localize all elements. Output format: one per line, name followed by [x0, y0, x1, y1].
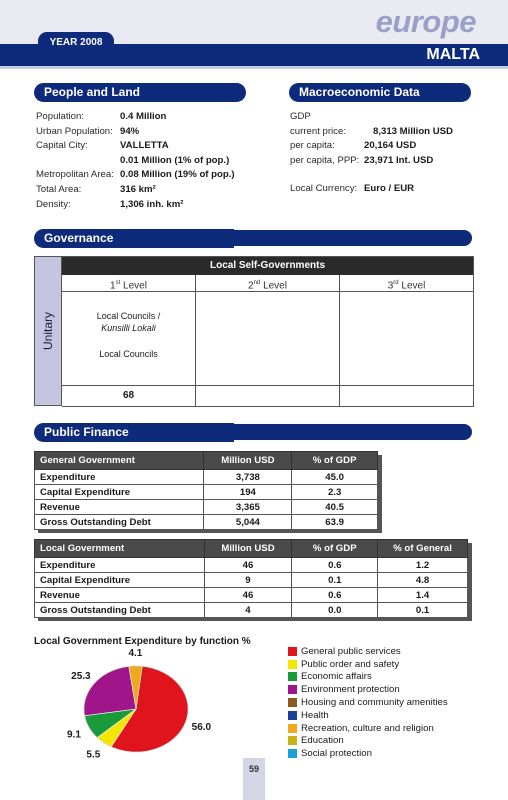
unitary-text: Unitary [41, 311, 55, 351]
table-cell: 45.0 [292, 470, 378, 485]
legend-label: Economic affairs [301, 671, 372, 683]
people-land-label: Density: [36, 198, 71, 210]
level-sup: nd [253, 280, 261, 286]
people-land-value: 0.01 Million (1% of pop.) [120, 154, 230, 166]
chart-title: Local Government Expenditure by function % [34, 636, 251, 647]
pie-data-label: 5.5 [86, 749, 101, 761]
table-cell: 1.2 [378, 558, 468, 573]
table-cell: Revenue [35, 500, 204, 515]
pie-data-label: 56.0 [191, 722, 212, 734]
table-cell: 4 [204, 603, 292, 618]
people-land-value: VALLETTA [120, 140, 169, 152]
legend-item [288, 735, 448, 748]
level-sup: st [115, 280, 121, 286]
local-header-cell: Local Government [35, 540, 205, 558]
legend-item [288, 747, 448, 760]
macro-label: per capita, PPP: [290, 154, 360, 166]
section-governance: Governance [34, 229, 234, 248]
legend-label: Education [301, 735, 344, 747]
macro-label: current price: [290, 125, 346, 137]
section-people-and-land: People and Land [34, 83, 246, 102]
macro-value: 23,971 Int. USD [364, 154, 434, 166]
table-cell: 194 [204, 485, 292, 500]
legend-label: Health [301, 709, 329, 721]
legend-swatch [288, 672, 297, 681]
table-cell: 0.6 [292, 558, 378, 573]
table-cell: Capital Expenditure [35, 485, 204, 500]
local-header-cell: % of GDP [292, 540, 378, 558]
table-cell: 0.1 [292, 573, 378, 588]
table-cell: Revenue [35, 588, 205, 603]
level-num: 3 [387, 280, 394, 292]
people-land-value: 1,306 inh. km² [120, 198, 184, 210]
gdp-label: GDP [290, 111, 311, 122]
country-name: MALTA [426, 46, 480, 63]
legend-swatch [288, 711, 297, 720]
macro-label: per capita: [290, 140, 335, 152]
people-land-label: Urban Population: [36, 125, 113, 137]
level1-name: Local Councils / [96, 311, 161, 321]
page-number: 59 [248, 764, 259, 774]
people-land-label: Total Area: [36, 183, 82, 195]
legend-item [288, 709, 448, 722]
legend-item [288, 658, 448, 671]
table-cell: 5,044 [204, 515, 292, 530]
table-cell: 46 [204, 558, 292, 573]
region-title: europe [375, 4, 476, 39]
table-cell: 9 [204, 573, 292, 588]
people-land-label: Population: [36, 111, 85, 122]
general-header-cell: % of GDP [292, 452, 378, 470]
table-cell: 0.1 [378, 603, 468, 618]
table-cell: Expenditure [35, 470, 204, 485]
people-land-value: 94% [120, 125, 140, 137]
table-cell: Gross Outstanding Debt [35, 603, 205, 618]
pie-data-label: 25.3 [71, 671, 91, 683]
local-header-cell: Million USD [204, 540, 292, 558]
legend-label: Public order and safety [301, 658, 400, 670]
table-cell: 1.4 [378, 588, 468, 603]
table-cell: 40.5 [292, 500, 378, 515]
level-num: 2 [248, 280, 254, 292]
macro-value: 20,164 USD [364, 140, 417, 152]
level-sup: rd [393, 280, 399, 286]
currency-value: Euro / EUR [364, 183, 415, 195]
macro-value: 8,313 Million USD [373, 125, 453, 137]
table-cell: 3,738 [204, 470, 292, 485]
table-cell: 3,365 [204, 500, 292, 515]
legend-swatch [288, 660, 297, 669]
people-land-label: Capital City: [36, 140, 88, 152]
level1-name-local: Kunsilli Lokali [101, 323, 156, 333]
legend-swatch [288, 736, 297, 745]
level-num: 1 [110, 280, 116, 292]
people-land-value: 0.08 Million (19% of pop.) [120, 169, 235, 181]
legend-swatch [288, 698, 297, 707]
section-public-finance: Public Finance [34, 423, 234, 442]
level1-count: 68 [62, 386, 196, 406]
level-word: Level [263, 280, 287, 292]
legend-label: Environment protection [301, 684, 400, 696]
pie-data-label: 4.1 [128, 648, 143, 660]
legend-label: General public services [301, 645, 401, 657]
general-header-cell: General Government [35, 452, 204, 470]
section-macroeconomic-data: Macroeconomic Data [289, 83, 471, 102]
local-header-cell: % of General [378, 540, 468, 558]
legend-swatch [288, 749, 297, 758]
level-word: Level [401, 280, 426, 292]
table-cell: 0.6 [292, 588, 378, 603]
table-cell: 0.0 [292, 603, 378, 618]
local-self-governments-title: Local Self-Governments [62, 257, 473, 275]
currency-label: Local Currency: [290, 183, 358, 195]
table-cell: Capital Expenditure [35, 573, 205, 588]
pie-slice [84, 666, 136, 715]
people-land-value: 316 km² [120, 183, 156, 195]
legend-swatch [288, 724, 297, 733]
legend-item [288, 683, 448, 696]
table-cell: 46 [204, 588, 292, 603]
year-tab: YEAR 2008 [38, 32, 114, 54]
legend-swatch [288, 647, 297, 656]
table-cell: 63.9 [292, 515, 378, 530]
legend-label: Recreation, culture and religion [301, 722, 434, 734]
legend-swatch [288, 685, 297, 694]
people-land-value: 0.4 Million [120, 111, 167, 122]
legend-item [288, 645, 448, 658]
legend-label: Housing and community amenities [301, 697, 448, 709]
table-cell: Expenditure [35, 558, 205, 573]
chart-legend [288, 645, 448, 760]
level-word: Level [123, 280, 147, 292]
legend-item [288, 722, 448, 735]
legend-item [288, 696, 448, 709]
legend-label: Social protection [301, 748, 372, 760]
table-cell: Gross Outstanding Debt [35, 515, 204, 530]
people-land-label: Metropolitan Area: [36, 169, 114, 181]
table-cell: 2.3 [292, 485, 378, 500]
general-header-cell: Million USD [204, 452, 292, 470]
level1-name-2: Local Councils [99, 349, 158, 359]
legend-item [288, 671, 448, 684]
table-cell: 4.8 [378, 573, 468, 588]
pie-data-label: 9.1 [67, 729, 81, 741]
